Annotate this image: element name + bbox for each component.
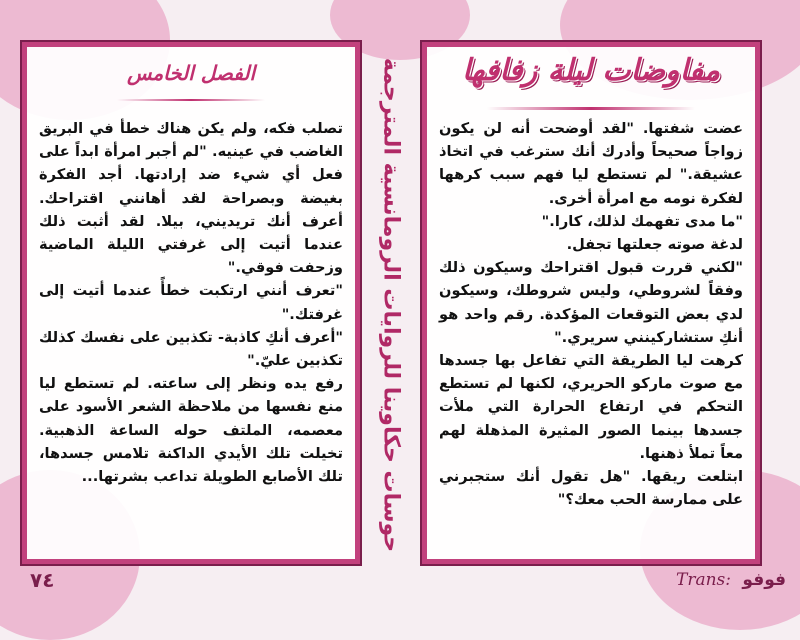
title-divider	[487, 107, 695, 110]
paragraph: رفع يده ونظر إلى ساعته. لم تستطع ليا منع نفسها من ملاحظة الشعر الأسود على معصمه، الملتف حوله الساعة الذهبية. تخيلت تلك الأيدي الداكنة تلامس جسدها، تلك الأصابع الطويلة تداعب بشرتها...	[39, 375, 343, 486]
paragraph: "أعرف أنكِ كاذبة- تكذبين على نفسك كذلك تكذبين عليّ."	[39, 328, 343, 370]
paragraph: لدغة صوته جعلتها تجفل.	[566, 236, 743, 254]
chapter-title: الفصل الخامس	[126, 61, 256, 85]
credit-name: فوفو	[742, 570, 786, 590]
page-number: ٧٤	[30, 568, 55, 592]
right-page	[422, 42, 760, 564]
paragraph: ابتلعت ريقها. "هل تقول أنك ستجبرني على ممارسة الحب معك؟"	[439, 468, 743, 509]
paragraph: "لكني قررت قبول اقتراحك وسيكون ذلك وفقاً لشروطي، وليس شروطك، وسيكون لدي بعض التوقعات المؤكدة. رقم واحد هو أنكِ ستشاركينني سريري."	[439, 259, 743, 346]
spine-text: حوسات حكاوينا للروايات الرومانسية المترجمة	[378, 57, 404, 553]
book-spine	[360, 40, 422, 570]
paragraph: عضت شفتها. "لقد أوضحت أنه لن يكون زواجاً صحيحاً وأدرك أنك سترغب في اتخاذ عشيقة." لم تستطع ليا فهم سبب كرهها لفكرة نومه مع امرأة أخرى.	[439, 120, 743, 207]
left-page-text	[39, 117, 343, 551]
left-page	[22, 42, 360, 564]
paragraph: "ما مدى تفهمك لذلك، كارا."	[541, 212, 743, 230]
title-divider	[117, 99, 265, 101]
book-title: مفاوضات ليلة زفافها	[461, 53, 721, 88]
paragraph: "تعرف أنني ارتكبت خطأً عندما أتيت إلى غرفتك."	[39, 282, 343, 323]
paragraph: كرهت ليا الطريقة التي تفاعل بها جسدها مع صوت ماركو الحريري، لكنها لم تستطع التحكم في ارتفاع الحرارة التي ملأت جسدها بينما الصور المثيرة المذهلة لهم معاً تملأ ذهنها.	[439, 352, 743, 462]
translator-credit	[676, 570, 786, 590]
credit-label: Trans:	[675, 570, 731, 590]
paragraph: تصلب فكه، ولم يكن هناك خطأ في البريق الغاضب في عينيه. "لم أجبر امرأة ابداً على فعل أي شيء ضد إرادتها. أجد الفكرة بغيضة وبصراحة لقد أهانني اقتراحك. أعرف أنك تريديني، بيلا. لقد أثبت ذلك عندما أتيت إلى غرفتي الليلة الماضية وزحفت فوقي."	[39, 120, 343, 277]
right-page-text	[439, 117, 743, 551]
